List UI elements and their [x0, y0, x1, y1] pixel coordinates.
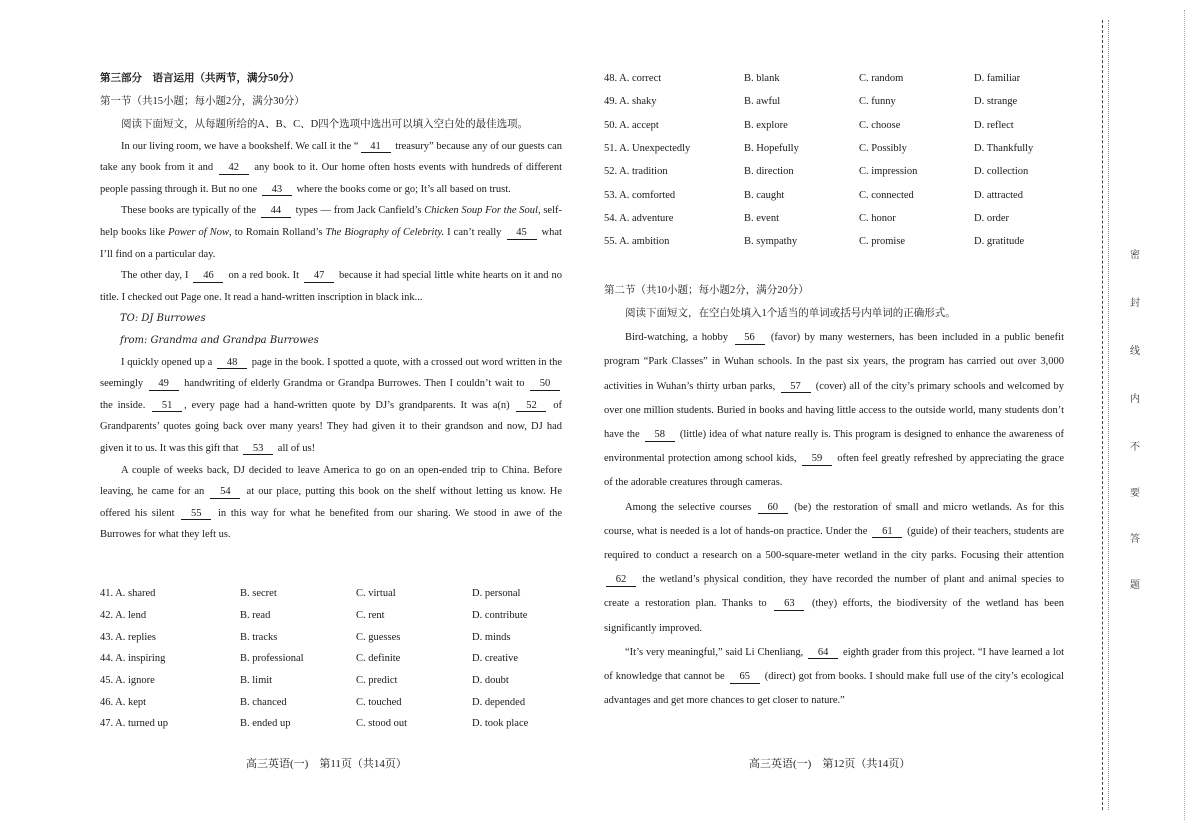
option-row: 53. A. comforted B. caught C. connected D. attracted	[604, 189, 1023, 201]
blank-56: 56	[735, 332, 765, 345]
option-row: 49. A. shaky B. awful C. funny D. strange	[604, 96, 1018, 108]
blank-60: 60	[758, 502, 788, 515]
blank-48: 48	[217, 357, 247, 370]
blank-54: 54	[210, 486, 240, 499]
blank-65: 65	[730, 671, 760, 684]
cloze-passage	[100, 114, 562, 546]
instruction: 阅读下面短文，在空白处填入1个适当的单词或括号内单词的正确形式。	[625, 308, 956, 319]
passage-paragraph: “It’s very meaningful,” said Li Chenliang, 64 eighth grader from this project. “I have learned a lot of knowledge that cannot be 65 (direct) got from books. I should make full use of the city’s ecological advantages and get more chances to get closer to nature.”	[604, 646, 1064, 707]
passage-paragraph: The other day, I 46 on a red book. It 47 because it had special little white hearts on it and no title. I checked out Page one. It read a hand-written inscription in black ink...	[100, 270, 563, 303]
page-footer: 高三英语(一) 第12页（共14页）	[749, 758, 911, 770]
option-row: 47. A. turned up B. ended up C. stood out D. took place	[100, 718, 529, 730]
blank-57: 57	[781, 381, 811, 394]
binding-line-dotted	[1108, 20, 1109, 810]
blank-63: 63	[774, 598, 804, 611]
seal-char: 要	[1130, 488, 1140, 499]
blank-47: 47	[304, 270, 334, 283]
grammar-passage	[604, 302, 1064, 713]
seal-char: 密	[1130, 250, 1140, 261]
option-row: 51. A. Unexpectedly B. Hopefully C. Possibly D. Thankfully	[604, 143, 1034, 155]
blank-49: 49	[149, 378, 179, 391]
edge-line	[1184, 10, 1185, 820]
option-row: 41. A. shared B. secret C. virtual D. personal	[100, 588, 521, 600]
blank-59: 59	[802, 453, 832, 466]
seal-char: 题	[1130, 580, 1140, 591]
passage-paragraph: Bird-watching, a hobby 56 (favor) by many westerners, has been included in a public benefit program “Park Classes” in Wuhan schools. In the past six years, the program has carried out over 3,000 activities in Wuhan’s thirty urban parks, 57 (cover) all of the city’s primary schools and welcomed by over one million students. Buried in books and having little access to the outside world, many students don’t have the 58 (little) idea of what nature really is. This program is designed to enhance the awareness of environmental protection among school kids, 59 often feel greatly refreshed by appreciating the grace of the adorable creatures through cameras.	[604, 332, 1064, 489]
option-row: 50. A. accept B. explore C. choose D. reflect	[604, 119, 1014, 131]
option-row: 55. A. ambition B. sympathy C. promise D. gratitude	[604, 236, 1025, 248]
section1-title: 第一节（共15小题；每小题2分，满分30分）	[100, 96, 305, 107]
inscription-from: from: Grandma and Grandpa Burrowes	[120, 334, 319, 346]
right-page	[604, 0, 1064, 829]
blank-42: 42	[219, 162, 249, 175]
passage-paragraph: Among the selective courses 60 (be) the restoration of small and micro wetlands. As for this course, what is needed is a lot of hands-on practice. Under the 61 (guide) of their teachers, students are required to conduct a research on a 500-square-meter wetland in the city parks. Focusing their attention 62 the wetland’s physical condition, they have recorded the number of plant and animal species to create a restoration plan. Thanks to 63 (they) efforts, the biodiversity of the wetland has been significantly improved.	[604, 501, 1065, 634]
instruction: 阅读下面短文，从每题所给的A、B、C、D四个选项中选出可以填入空白处的最佳选项。	[121, 119, 529, 130]
passage-paragraph: A couple of weeks back, DJ decided to leave America to go on an open-ended trip to China. Before leaving, he came for an 54 at our place, putting this book on the shelf without letting us know. He offered his silent 55 in this way for what he benefited from our sharing. We stood in awe of the Burrowes for what they left us.	[100, 464, 563, 541]
binding-line	[1102, 20, 1103, 810]
left-page	[100, 0, 562, 829]
blank-50: 50	[530, 378, 560, 391]
options-list	[100, 583, 562, 735]
passage-paragraph: These books are typically of the 44 types — from Jack Canfield’s Chicken Soup For the Soul, self-help books like Power of Now, to Romain Rolland’s The Biography of Celebrity. I can’t really 45 what I’ll find on a particular day.	[100, 205, 562, 260]
passage-paragraph: I quickly opened up a 48 page in the book. I spotted a quote, with a crossed out word written in the seemingly 49 handwriting of elderly Grandma or Grandpa Burrowes. Then I couldn’t wait to 50 the inside. 51 , every page had a hand-written quote by DJ’s grandparents. It was a(n) 52 of Grandparents’ quotes going back over many years! They had given it to their grandson and now, DJ had given it to us. It was this gift that 53 all of us!	[100, 356, 562, 454]
option-row: 44. A. inspiring B. professional C. definite D. creative	[100, 653, 519, 665]
page-footer: 高三英语(一) 第11页（共14页）	[246, 758, 407, 770]
option-row: 43. A. replies B. tracks C. guesses D. minds	[100, 631, 511, 643]
blank-62: 62	[606, 574, 636, 587]
blank-58: 58	[645, 429, 675, 442]
option-row: 46. A. kept B. chanced C. touched D. depended	[100, 696, 526, 708]
blank-43: 43	[262, 184, 292, 197]
section-title: 第三部分 语言运用（共两节，满分50分）	[100, 73, 300, 84]
inscription-to: TO: DJ Burrowes	[120, 313, 206, 325]
section2-title: 第二节（共10小题；每小题2分，满分20分）	[604, 285, 809, 296]
options-list	[604, 67, 1064, 253]
blank-61: 61	[872, 526, 902, 539]
seal-char: 答	[1130, 534, 1140, 545]
seal-char: 封	[1130, 298, 1140, 309]
blank-51: 51	[152, 400, 182, 413]
blank-46: 46	[193, 270, 223, 283]
option-row: 48. A. correct B. blank C. random D. familiar	[604, 73, 1021, 85]
blank-55: 55	[181, 508, 211, 521]
seal-char: 不	[1130, 442, 1140, 453]
blank-41: 41	[361, 141, 391, 154]
passage-paragraph: In our living room, we have a bookshelf. We call it the “ 41 treasury” because any of our guests can take any book from it and 42 any book to it. Our home often hosts events with hundreds of different people passing through it. But no one 43 where the books come or go; It’s all based on trust.	[100, 140, 562, 195]
option-row: 45. A. ignore B. limit C. predict D. doubt	[100, 675, 509, 687]
blank-53: 53	[243, 443, 273, 456]
blank-64: 64	[808, 647, 838, 660]
option-row: 42. A. lend B. read C. rent D. contribute	[100, 610, 528, 622]
blank-44: 44	[261, 205, 291, 218]
option-row: 52. A. tradition B. direction C. impression D. collection	[604, 166, 1029, 178]
blank-45: 45	[507, 227, 537, 240]
seal-char: 线	[1130, 346, 1140, 357]
blank-52: 52	[516, 400, 546, 413]
seal-char: 内	[1130, 394, 1140, 405]
option-row: 54. A. adventure B. event C. honor D. order	[604, 212, 1009, 224]
